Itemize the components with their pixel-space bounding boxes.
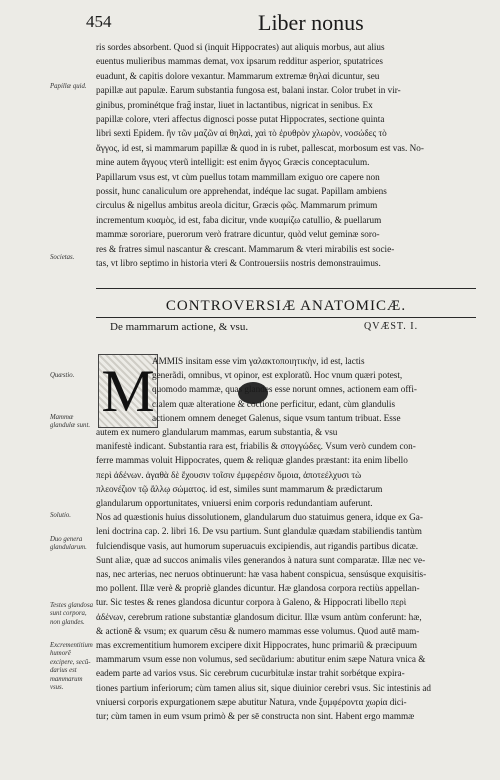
text-line: Sunt aliæ, quæ ad succos animalis viles generandos à natura sunt comparatæ. Illæ nec ve- <box>96 554 426 565</box>
text-line: libri sexti Epidem. ἢν τῶν μαζῶν αἱ θηλαὶ, χαὶ τὸ ἐρυθρὸν χλωρὸν, νοσώδες τὸ <box>96 128 387 139</box>
quaestio-label: QVÆST. I. <box>364 321 419 332</box>
text-line: actionem omnem deneget Galenus, sique vsum tantum tribuat. Esse <box>152 412 401 423</box>
text-line: nas, nec arterias, nec neruos obtinuerunt: hæ vasa habent conspicua, sensúsque exquisitis- <box>96 569 427 580</box>
text-line: mo pollent. Illæ verè & propriè glandes dicuntur. Hæ glandosa corpora rectiùs appellan- <box>96 583 420 594</box>
text-line: & actionē & vsum; ex quarum cēsu & numero mammas esse volumus. Quod autē mam- <box>96 625 420 636</box>
text-line: vniuersi corporis expurgationem sæpe abutitur Natura, vnde ξυμφέροντα χωρία dici- <box>96 696 407 707</box>
text-line: euadunt, & capitis dolore vexantur. Mammarum extremæ θηλαὶ dicuntur, seu <box>96 70 380 81</box>
text-line: πλεονέζιον τῷ ἄλλῳ σώματος. id est, similes sunt mammarum & prædictarum <box>96 483 383 494</box>
body-text-bottom <box>96 354 476 723</box>
section-title: CONTROVERSIÆ ANATOMICÆ. <box>165 298 407 314</box>
text-line: fulciendisque vasis, aut humorum superuacuis excipiendis, aut rigandis partibus dicatæ. <box>96 540 419 551</box>
text-line: περὶ ἀδένων. ἁγαθὰ δὲ ἔχουσιν τοῖσιν ἐμφερέσιν ὅμοια, ἀποτεέλχυσι τὼ <box>96 469 362 480</box>
text-line: incrementum κυαμὸς, id est, faba dicitur, vnde κυαμίζω catullio, & puellarum <box>96 214 382 225</box>
book-title: Liber nonus <box>258 10 364 35</box>
text-line: ἄγγος, id est, si mammarum papillæ & quod in is rubet, pallescat, morbosum est vas. No- <box>96 142 424 153</box>
margin-note-testes: Testes glandosa sunt corpora, non glandes. <box>50 602 93 626</box>
text-line: tur. Sic testes & renes glandosa dicuntur corpora à Galeno, & Hippocrati libello περὶ <box>96 597 407 608</box>
section-subheading: De mammarum actione, & vsu. <box>110 321 249 333</box>
text-line: glandularum opportunitates, vniuersi enim corporis redundantiam auferunt. <box>96 498 373 509</box>
text-line: possit, hunc canaliculum ore apprehendat, indéque lac sugat. Papillam ambiens <box>96 186 387 197</box>
text-line: mammæ sororiare, puerorum verò fratrare dicuntur, quòd velut geminæ soro- <box>96 229 380 240</box>
text-line: mas excrementitium humorem excipere dixit Hippocrates, hunc primariũ & præcipuum <box>96 640 417 651</box>
text-line: autem ex numero glandularum mammas, earum substantia, & vsu <box>96 427 338 438</box>
margin-note-duo-genera: Duo genera glandularum. <box>50 536 87 552</box>
text-line: tas, vt libro septimo in historia vteri & Controuersiis nostris demonstrauimus. <box>96 258 381 269</box>
page-number: 454 <box>86 12 112 31</box>
text-line: eadem parte ad varios vsus. Sic cerebrum cucurbitulæ instar trahit sorbétque expira- <box>96 668 405 679</box>
text-line: mammarum vsum esse non volumus, sed secũdarium: abutitur enim sæpe Natura vnica & <box>96 654 426 665</box>
margin-note-societas: Societas. <box>50 254 75 261</box>
margin-note-papilla: Papillæ quid. <box>50 83 87 90</box>
text-line: manifestè indicant. Substantia rara est, friabilis & σπογγώδες. Vsum verò cundem con- <box>96 441 416 452</box>
text-line: leni doctrina cap. 2. libri 16. De vsu partium. Sunt glandulæ quædam stabiliendis tantùm <box>96 526 422 537</box>
text-line: tur; cùm tamen in eum vsum primò & per sē constructa non sint. Habent ergo mammæ <box>96 711 415 722</box>
text-line: euentus mulieribus mammas demat, vox ipsarum redditur asperior, sputatrices <box>96 56 383 67</box>
margin-note-solutio: Solutio. <box>50 512 71 519</box>
body-text-top <box>96 40 476 271</box>
text-line: res & fratres simul nascantur & crescant. Mammarum & vteri mirabilis est socie- <box>96 243 395 254</box>
section-rule-bottom <box>96 317 476 318</box>
text-line: Nos ad quæstionis huius dissolutionem, glandularum duo statuimus genera, idque ex Ga- <box>96 512 423 523</box>
running-header <box>86 12 474 36</box>
margin-note-mammae: Mammæ glandulæ sunt. <box>50 414 91 430</box>
margin-note-excrementitium: Excrementitium humorē excipere, secū-darius est mammarum vsus. <box>50 642 93 692</box>
text-line: generãdi, omnibus, vt opinor, est exploratũ. Hoc vnum quæri potest, <box>152 370 403 381</box>
text-line: papillæ colore, vteri affectus dignosci posse putat Hippocrates, sectione quinta <box>96 114 385 125</box>
text-line: ris sordes absorbent. Quod si (inquit Hippocrates) aut aliquis morbus, aut alius <box>96 42 385 52</box>
text-line: ferre mammas voluit Hippocrates, quem & reliquæ glandes præstant: ita enim libello <box>96 455 408 466</box>
text-line: papillæ aut papulæ. Earum substantia fungosa est, balani instar. Color trubet in vir- <box>96 85 401 96</box>
initial-letter: M <box>101 358 155 424</box>
text-line: quomodo mammæ, quas glandes esse norunt omnes, actionem eam offi- <box>152 384 417 395</box>
text-line: mine autem ἄγγους vterũ intelligit: est enim ἄγγος Græcis conceptaculum. <box>96 157 370 168</box>
text-line: ginibus, prominétque frag̃ instar, liuet in lactantibus, nigricat in senibus. Ex <box>96 99 373 110</box>
text-line: circulus & nigellus ambitus areola dicitur, Græcis φῶς. Mammarum primum <box>96 200 378 211</box>
text-line: AMMIS insitam esse vim γαλακτοποιητικὴν, id est, lactis <box>152 356 365 366</box>
text-line: Papillarum vsus est, vt cùm puellus totam mammillam exiguo ore capere non <box>96 171 380 182</box>
section-rule-top <box>96 288 476 289</box>
text-line: tiones partium inferiorum; cùm tamen alius sit, sique diuinior cerebri vsus. Sic intestinis ad <box>96 682 432 693</box>
text-line: cialem quæ alteratione & coctione perficitur, edant, cùm glandulis <box>152 398 396 409</box>
text-line: ἀδένων, cerebrum ratione substantiæ glandosum dicitur. Illæ vsum antùm conferunt: hæ, <box>96 611 422 622</box>
margin-note-quaestio: Quæstio. <box>50 372 75 379</box>
